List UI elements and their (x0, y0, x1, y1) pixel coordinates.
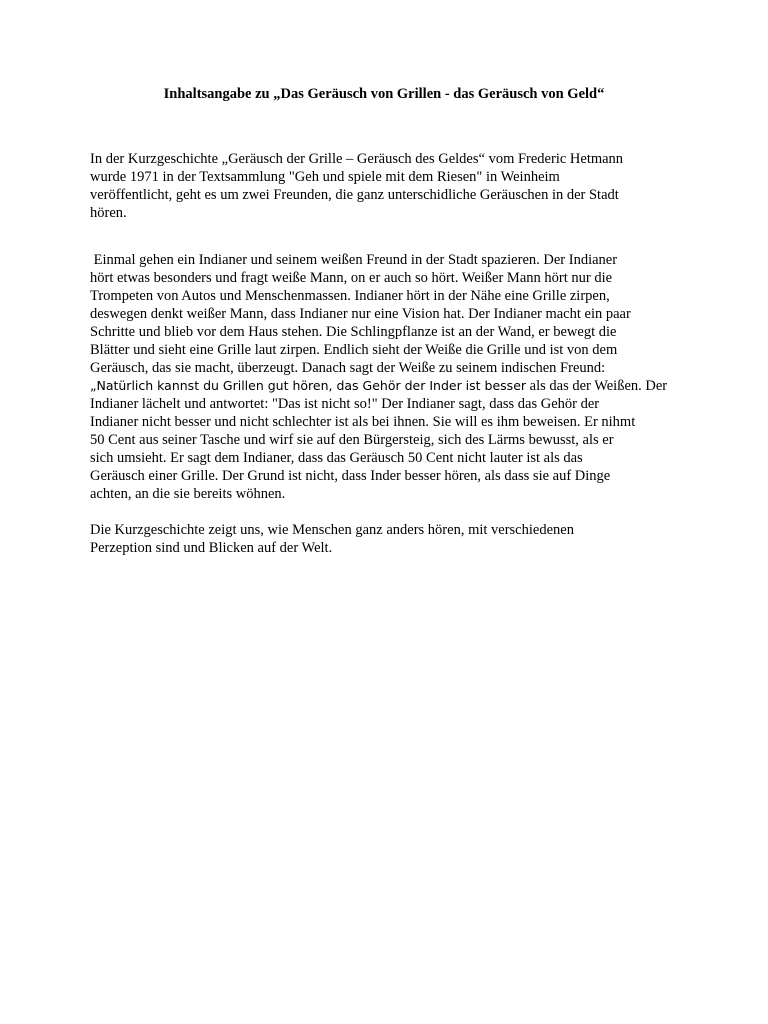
text-line: Indianer nicht besser und nicht schlechter ist als bei ihnen. Sie will es ihm beweisen. Er nihmt (90, 414, 636, 430)
text-line: Geräusch einer Grille. Der Grund ist nicht, dass Inder besser hören, als dass sie auf Dinge (90, 468, 611, 484)
text-line: hört etwas besonders und fragt weiße Mann, on er auch so hört. Weißer Mann hört nur die (90, 270, 613, 286)
quote-rest: als das der Weißen. Der (526, 378, 668, 394)
text-line: Blätter und sieht eine Grille laut zirpen. Endlich sieht der Weiße die Grille und ist von dem (90, 342, 618, 358)
document-title: Inhaltsangabe zu „Das Geräusch von Grillen - das Geräusch von Geld“ (163, 86, 605, 102)
text-line: 50 Cent aus seiner Tasche und wirf sie auf den Bürgersteig, sich des Lärms bewusst, als er (90, 432, 614, 448)
text-line: Indianer lächelt und antwortet: "Das ist nicht so!" Der Indianer sagt, dass das Gehör der (90, 396, 600, 412)
text-line: Perzeption sind und Blicken auf der Welt. (90, 540, 333, 556)
paragraph-story (90, 251, 690, 503)
quote-text: „Natürlich kannst du Grillen gut hören, das Gehör der Inder ist besser (90, 378, 527, 393)
text-line: Die Kurzgeschichte zeigt uns, wie Menschen ganz anders hören, mit verschiedenen (90, 522, 574, 538)
paragraph-intro (90, 150, 690, 222)
text-line: veröffentlicht, geht es um zwei Freunden, die ganz unterschidliche Geräuschen in der Stadt (90, 187, 619, 203)
text-line: sich umsieht. Er sagt dem Indianer, dass das Geräusch 50 Cent nicht lauter ist als das (90, 450, 583, 466)
text-line: deswegen denkt weißer Mann, dass Indianer nur eine Vision hat. Der Indianer macht ein paar (90, 306, 631, 322)
text-line: achten, an die sie bereits wöhnen. (90, 486, 286, 502)
text-line: Einmal gehen ein Indianer und seinem weißen Freund in der Stadt spazieren. Der Indianer (90, 252, 618, 268)
quote-line (90, 378, 667, 394)
text-line: hören. (90, 205, 127, 221)
text-line: In der Kurzgeschichte „Geräusch der Grille – Geräusch des Geldes“ vom Frederic Hetmann (90, 151, 624, 167)
text-line: Schritte und blieb vor dem Haus stehen. Die Schlingpflanze ist an der Wand, er bewegt die (90, 324, 617, 340)
text-line: Trompeten von Autos und Menschenmassen. Indianer hört in der Nähe eine Grille zirpen, (90, 288, 610, 304)
text-line: wurde 1971 in der Textsammlung "Geh und spiele mit dem Riesen" in Weinheim (90, 169, 560, 185)
text-line: Geräusch, das sie macht, überzeugt. Danach sagt der Weiße zu seinem indischen Freund: (90, 360, 606, 376)
paragraph-conclusion (90, 521, 690, 557)
